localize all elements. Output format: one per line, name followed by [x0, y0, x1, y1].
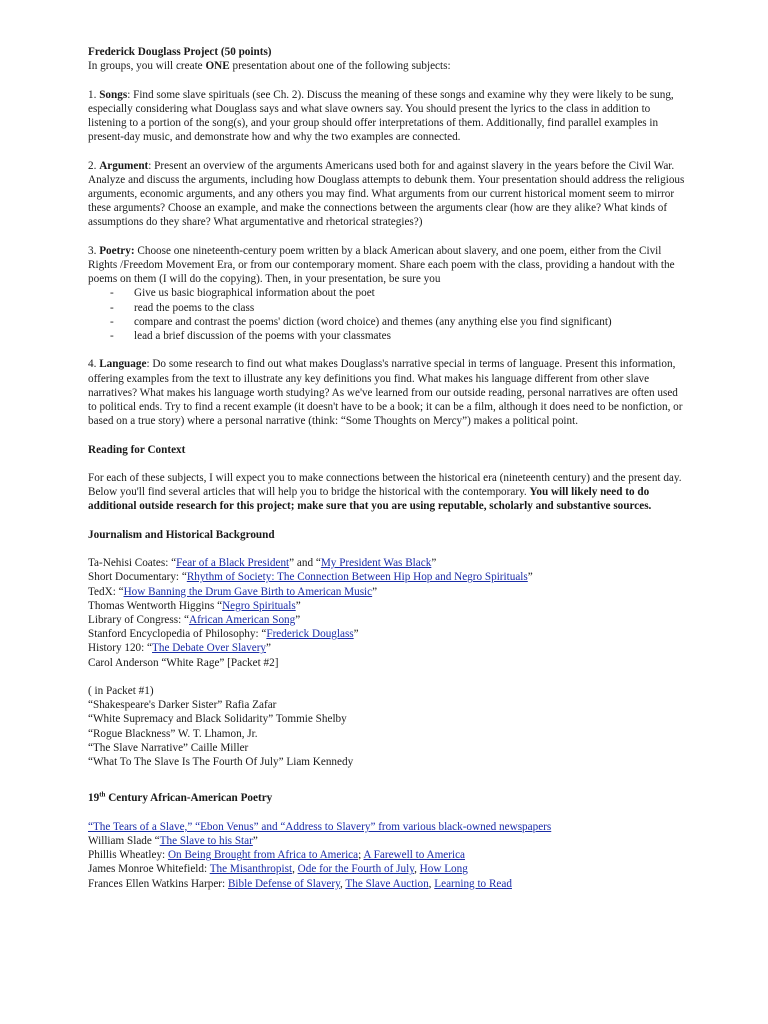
bullet-dash: -: [110, 315, 114, 328]
list-item-separator: ,: [414, 863, 420, 876]
subject-number: 2.: [88, 159, 100, 172]
link-banning-the-drum[interactable]: How Banning the Drum Gave Birth to American Music: [123, 585, 373, 598]
subject-label: Songs: [99, 88, 128, 101]
list-item: [88, 834, 688, 848]
subject-language: [88, 357, 688, 428]
link-ode-for-fourth-of-july[interactable]: Ode for the Fourth of July: [297, 863, 415, 876]
subject-text: : Present an overview of the arguments Americans used both for and against slavery in the years before the Civil War. Analyze and discuss the arguments, including how Douglass attempts to debunk them. Your presentation should address the religious arguments, economic arguments, and any others you may find. What arguments from our current historical moment seem to mirror these arguments? Choose an example, and make the connections between the arguments clear (how are they alike? What kinds of assumptions do they share? What argumentative and rhetorical strategies?): [88, 159, 685, 229]
list-item: [110, 301, 688, 315]
list-item-text: lead a brief discussion of the poems with your classmates: [134, 330, 391, 343]
link-debate-over-slavery[interactable]: The Debate Over Slavery: [152, 642, 267, 655]
intro-line: [88, 59, 688, 73]
document-body: [88, 45, 688, 891]
subject-label: Argument: [99, 159, 149, 172]
subject-songs: [88, 88, 688, 145]
subject-number: 1.: [88, 88, 100, 101]
subject-text: : Do some research to find out what makes Douglass's narrative special in terms of language. Present this information, offering examples from the text to illustrate any key definitions you find. What makes his language different from other slave narratives? What makes his language worth studying? As we've learned from our outside reading, personal narratives are often used to political ends. Try to find a recent example (it doesn't have to be a book; it can be a film, although it does need to be nonfiction, or based on a true story) where a personal narrative (think: “Some Thoughts on Mercy”) makes a political point.: [88, 358, 683, 428]
list-item-suffix: ”: [431, 557, 437, 570]
list-item-separator: ,: [339, 877, 346, 890]
list-item-suffix: ”: [372, 585, 378, 598]
list-item-suffix: ”: [295, 614, 301, 626]
list-item: [88, 556, 688, 570]
poetry-heading: [88, 791, 688, 805]
link-on-being-brought-from-africa[interactable]: On Being Brought from Africa to America: [167, 849, 359, 862]
list-item-connector: ” and “: [289, 557, 321, 570]
poetry-heading-number: 19: [88, 792, 100, 805]
list-item: “White Supremacy and Black Solidarity” Tommie Shelby: [88, 713, 347, 726]
intro-text-before: In groups, you will create: [88, 60, 206, 73]
link-farewell-to-america[interactable]: A Farewell to America: [363, 849, 466, 862]
link-rhythm-of-society[interactable]: Rhythm of Society: The Connection Between Hip Hop and Negro Spirituals: [186, 571, 528, 584]
reading-for-context-heading: Reading for Context: [88, 443, 186, 456]
list-item-suffix: ”: [527, 571, 533, 584]
link-the-misanthropist[interactable]: The Misanthropist: [209, 863, 293, 876]
poetry-bullet-list: [88, 286, 688, 343]
list-item-suffix: ”: [353, 628, 359, 641]
link-african-american-song[interactable]: African American Song: [188, 614, 296, 626]
reading-context-paragraph: [88, 471, 688, 514]
subject-label: Language: [99, 358, 147, 371]
list-item-text: Give us basic biographical information about the poet: [134, 287, 375, 300]
list-item-prefix: Short Documentary: “: [88, 571, 187, 584]
list-item: [88, 570, 688, 584]
poetry-heading-text: Century African-American Poetry: [105, 792, 273, 805]
list-item: “Rogue Blackness” W. T. Lhamon, Jr.: [88, 727, 258, 740]
list-item-separator: ,: [428, 877, 435, 890]
link-learning-to-read[interactable]: Learning to Read: [434, 877, 512, 890]
link-how-long[interactable]: How Long: [419, 863, 468, 876]
list-item-separator: ;: [358, 849, 364, 862]
list-item: “The Slave Narrative” Caille Miller: [88, 741, 249, 754]
packet-label: ( in Packet #1): [88, 685, 154, 697]
list-item: [88, 820, 688, 834]
subject-number: 4.: [88, 358, 100, 371]
list-item: [88, 641, 688, 655]
subject-label: Poetry:: [99, 244, 135, 257]
list-item: [88, 585, 688, 599]
intro-emphasis: ONE: [205, 60, 230, 73]
list-item: “What To The Slave Is The Fourth Of July” Liam Kennedy: [88, 756, 354, 769]
list-item-prefix: Phillis Wheatley:: [88, 849, 168, 862]
bullet-dash: -: [110, 287, 114, 300]
list-item-prefix: Frances Ellen Watkins Harper:: [88, 877, 228, 890]
list-item: [88, 613, 688, 627]
bullet-dash: -: [110, 301, 114, 314]
list-item-suffix: ”: [266, 642, 271, 655]
subject-number: 3.: [88, 244, 100, 257]
link-the-slave-auction[interactable]: The Slave Auction: [345, 877, 429, 890]
list-item-prefix: Stanford Encyclopedia of Philosophy: “: [88, 628, 267, 641]
intro-text-after: presentation about one of the following subjects:: [229, 60, 451, 73]
bullet-dash: -: [110, 330, 114, 343]
link-negro-spirituals[interactable]: Negro Spirituals: [222, 599, 296, 612]
journalism-heading: Journalism and Historical Background: [88, 528, 275, 541]
list-item-prefix: Thomas Wentworth Higgins “: [88, 599, 223, 612]
list-item-suffix: ”: [295, 599, 301, 612]
list-item: “Shakespeare's Darker Sister” Rafia Zafar: [88, 699, 277, 712]
link-slave-to-his-star[interactable]: The Slave to his Star: [159, 835, 253, 847]
journalism-list: [88, 556, 688, 670]
list-item-separator: ,: [292, 863, 298, 876]
list-item-prefix: History 120: “: [88, 642, 153, 655]
link-bible-defense-of-slavery[interactable]: Bible Defense of Slavery: [227, 877, 340, 890]
poetry-heading-superscript: th: [99, 790, 106, 799]
list-item: [88, 848, 688, 862]
subject-poetry: [88, 244, 688, 287]
list-item: [88, 627, 688, 641]
list-item: [110, 286, 688, 300]
poetry-list: [88, 820, 688, 891]
list-item: [88, 877, 688, 891]
packet-list: [88, 684, 688, 769]
list-item-prefix: James Monroe Whitefield:: [88, 863, 210, 876]
list-item-prefix: William Slade “: [88, 835, 160, 847]
list-item: Carol Anderson “White Rage” [Packet #2]: [88, 656, 279, 669]
link-my-president-was-black[interactable]: My President Was Black: [320, 557, 432, 570]
list-item-suffix: ”: [252, 835, 258, 847]
list-item-text: read the poems to the class: [134, 301, 255, 314]
list-item: [88, 599, 688, 613]
list-item-prefix: TedX: “: [88, 585, 124, 598]
subject-text: : Find some slave spirituals (see Ch. 2). Discuss the meaning of these songs and examine why they were likely to be sung, especially considering what Douglass says and what slave owners say. You should present the lyrics to the class in addition to listening to a portion of the song(s), and your group should offer interpretations of them. Additionally, find parallel examples in present-day music, and demonstrate how and why the two examples are connected.: [88, 88, 674, 144]
list-item: [110, 315, 688, 329]
link-newspaper-poems[interactable]: “The Tears of a Slave,” “Ebon Venus” and “Address to Slavery” from various black-owned newspapers: [88, 820, 552, 833]
reading-context-emphasis: You will likely need to do additional outside research for this project; make sure that you are using reputable, scholarly and substantive sources.: [88, 486, 652, 513]
document-title: Frederick Douglass Project (50 points): [88, 46, 272, 58]
list-item: [88, 862, 688, 876]
list-item-prefix: Library of Congress: “: [88, 614, 189, 626]
reading-context-text: For each of these subjects, I will expect you to make connections between the historical era (nineteenth century) and the present day. Below you'll find several articles that will help you to bridge the historical with the contemporary.: [88, 472, 682, 499]
link-fear-of-a-black-president[interactable]: Fear of a Black President: [176, 557, 290, 570]
list-item: [110, 329, 688, 343]
link-frederick-douglass[interactable]: Frederick Douglass: [266, 628, 354, 641]
subject-text: Choose one nineteenth-century poem written by a black American about slavery, and one poem, either from the Civil Rights /Freedom Movement Era, or from our contemporary moment. Share each poem with the class, providing a handout with the poems on them (I will do the copying). Then, in your presentation, be sure you: [88, 244, 675, 286]
list-item-text: compare and contrast the poems' diction (word choice) and themes (any anything else you find significant): [134, 315, 612, 328]
subject-argument: [88, 159, 688, 230]
list-item-prefix: Ta-Nehisi Coates: “: [88, 557, 177, 570]
